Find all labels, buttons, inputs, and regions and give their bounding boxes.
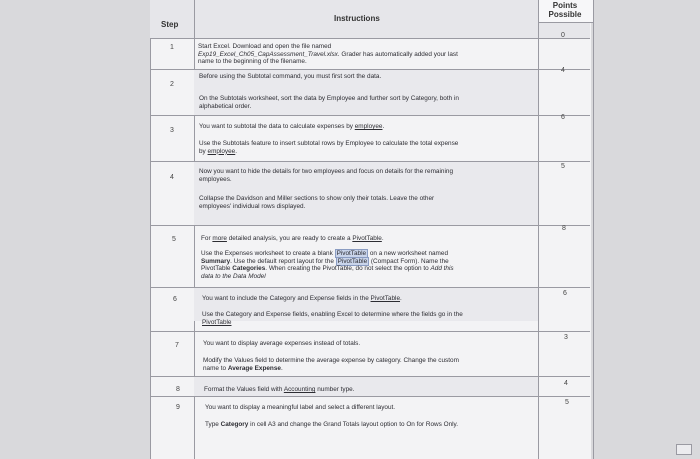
instruction-text: Before using the Subtotal command, you must first sort the data. xyxy=(199,73,382,80)
row-divider xyxy=(150,225,590,226)
points-value: 4 xyxy=(564,380,568,387)
step-number: 9 xyxy=(176,404,180,411)
points-value: 5 xyxy=(561,163,565,170)
step-header: Step xyxy=(161,20,179,29)
instruction-text: Now you want to hide the details for two employees and focus on details for the remaining employees. xyxy=(199,168,453,183)
step-number: 3 xyxy=(170,127,174,134)
step-number: 1 xyxy=(170,44,174,51)
instruction-text: Start Excel. Download and open the file named Exp19_Excel_Ch05_CapAssessment_Travel.xlsx. Grader has automatically added your last name to the beginning of the filename. xyxy=(198,43,458,66)
instruction-text: Modify the Values field to determine the average expense by category. Change the custom name to Average Expense. xyxy=(203,357,459,372)
instruction-text: Format the Values field with Accounting number type. xyxy=(204,386,355,393)
row-divider xyxy=(150,396,590,397)
step-number: 4 xyxy=(170,174,174,181)
points-value: 4 xyxy=(561,67,565,74)
step-number: 7 xyxy=(175,342,179,349)
step-number: 6 xyxy=(173,296,177,303)
points-value: 8 xyxy=(562,225,566,232)
instruction-text: Collapse the Davidson and Miller sections to show only their totals. Leave the other employees' individual rows displayed. xyxy=(199,195,435,210)
instruction-text: You want to display average expenses instead of totals. xyxy=(203,340,361,347)
instruction-text: You want to display a meaningful label and select a different layout. xyxy=(205,404,396,411)
points-header-line1: Points xyxy=(552,1,578,10)
points-value: 6 xyxy=(561,114,565,121)
row-divider xyxy=(150,161,590,162)
instruction-text: Use the Subtotals feature to insert subtotal rows by Employee to calculate the total expense by employee. xyxy=(199,140,459,155)
instruction-text: On the Subtotals worksheet, sort the data by Employee and further sort by Category, both in alphabetical order. xyxy=(199,95,459,110)
points-value: 3 xyxy=(564,334,568,341)
instruction-text: For more detailed analysis, you are ready to create a PivotTable. xyxy=(201,235,384,242)
row-divider xyxy=(150,331,590,332)
points-value: 5 xyxy=(565,399,569,406)
instruction-text: Use the Category and Expense fields, enabling Excel to determine where the fields go in the PivotTable xyxy=(202,311,463,326)
instruction-text: You want to include the Category and Expense fields in the PivotTable. xyxy=(202,295,402,302)
row-divider xyxy=(150,376,590,377)
points-header-line2: Possible xyxy=(548,10,582,19)
grid-icon xyxy=(676,444,692,455)
points-column xyxy=(538,22,594,459)
points-value: 0 xyxy=(561,32,565,39)
instruction-text: You want to subtotal the data to calculate expenses by employee. xyxy=(199,123,385,130)
step-number: 2 xyxy=(170,81,174,88)
row-divider xyxy=(150,38,590,39)
row-divider xyxy=(150,69,590,70)
step-number: 8 xyxy=(176,386,180,393)
instruction-text: Type Category in cell A3 and change the Grand Totals layout option to On for Rows Only. xyxy=(205,421,459,428)
row-divider xyxy=(150,115,590,116)
row-divider xyxy=(150,287,590,288)
instruction-text: Use the Expenses worksheet to create a blank PivotTable on a new worksheet named Summary. Use the default report layout for the PivotTable (Compact Form). Name the PivotTable Categories. When creating the PivotTable, do not select the option to Add this data to the Data Model xyxy=(201,250,454,280)
points-value: 6 xyxy=(563,290,567,297)
instructions-header: Instructions xyxy=(334,14,380,23)
step-number: 5 xyxy=(172,236,176,243)
